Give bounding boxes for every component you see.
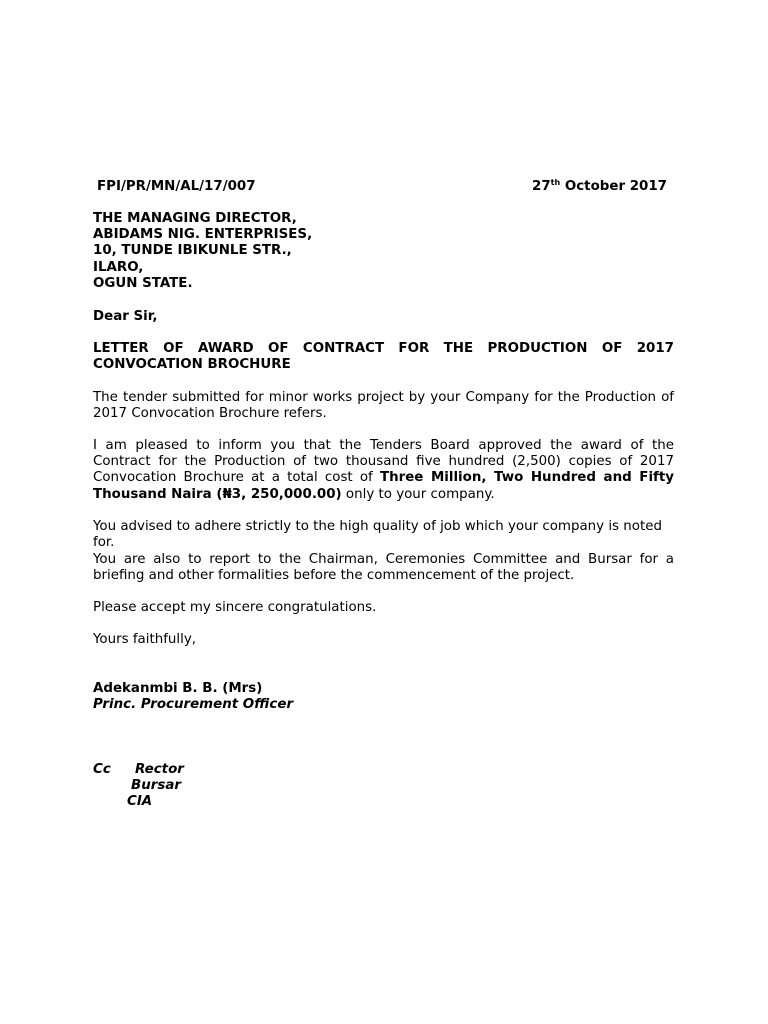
cc-recipient: CIA bbox=[127, 794, 153, 809]
cc-label: Cc bbox=[93, 762, 111, 777]
recipient-line: THE MANAGING DIRECTOR, bbox=[93, 211, 297, 226]
recipient-line: ABIDAMS NIG. ENTERPRISES, bbox=[93, 227, 313, 243]
paragraph-tender-reference: The tender submitted for minor works project by your Company for the Production of 2017 Convocation Brochure refers. bbox=[93, 390, 674, 422]
letter-date bbox=[532, 179, 667, 195]
date-day-suffix: th bbox=[550, 178, 561, 187]
award-amount: Three Million, Two Hundred and Fifty Thousand Naira (₦3, 250,000.00) bbox=[93, 470, 674, 502]
signatory-title: Princ. Procurement Officer bbox=[93, 697, 294, 713]
cc-recipient: Rector bbox=[135, 762, 184, 777]
cc-block bbox=[93, 762, 293, 822]
signatory-block bbox=[93, 681, 293, 713]
recipient-line: ILARO, bbox=[93, 259, 144, 275]
subject-heading: LETTER OF AWARD OF CONTRACT FOR THE PRODUCTION OF 2017 CONVOCATION BROCHURE bbox=[93, 341, 674, 373]
recipient-line: OGUN STATE. bbox=[93, 275, 193, 291]
paragraph-award bbox=[93, 438, 674, 503]
award-outro: only to your company. bbox=[341, 486, 495, 502]
salutation: Dear Sir, bbox=[93, 309, 158, 324]
award-intro: I am pleased to inform you that the Tenders Board approved the award of the Contract for the Production of two thousand five hundred (2,500) copies of 2017 Convocation Brochure at a total cost of bbox=[93, 438, 674, 486]
recipient-address bbox=[93, 211, 312, 292]
closing: Yours faithfully, bbox=[93, 632, 197, 647]
recipient-line: 10, TUNDE IBIKUNLE STR., bbox=[93, 243, 292, 259]
paragraph-quality: You advised to adhere strictly to the high quality of job which your company is noted for. bbox=[93, 519, 662, 551]
signatory-name: Adekanmbi B. B. (Mrs) bbox=[93, 681, 263, 696]
reference-number: FPI/PR/MN/AL/17/007 bbox=[97, 179, 256, 194]
cc-recipient: Bursar bbox=[131, 778, 181, 793]
date-day: 27 bbox=[532, 179, 551, 194]
date-month-year: October 2017 bbox=[560, 179, 667, 194]
paragraph-report: You are also to report to the Chairman, Ceremonies Committee and Bursar for a briefing and other formalities before the commencement of the project. bbox=[93, 552, 674, 584]
paragraph-congratulations: Please accept my sincere congratulations. bbox=[93, 600, 377, 615]
